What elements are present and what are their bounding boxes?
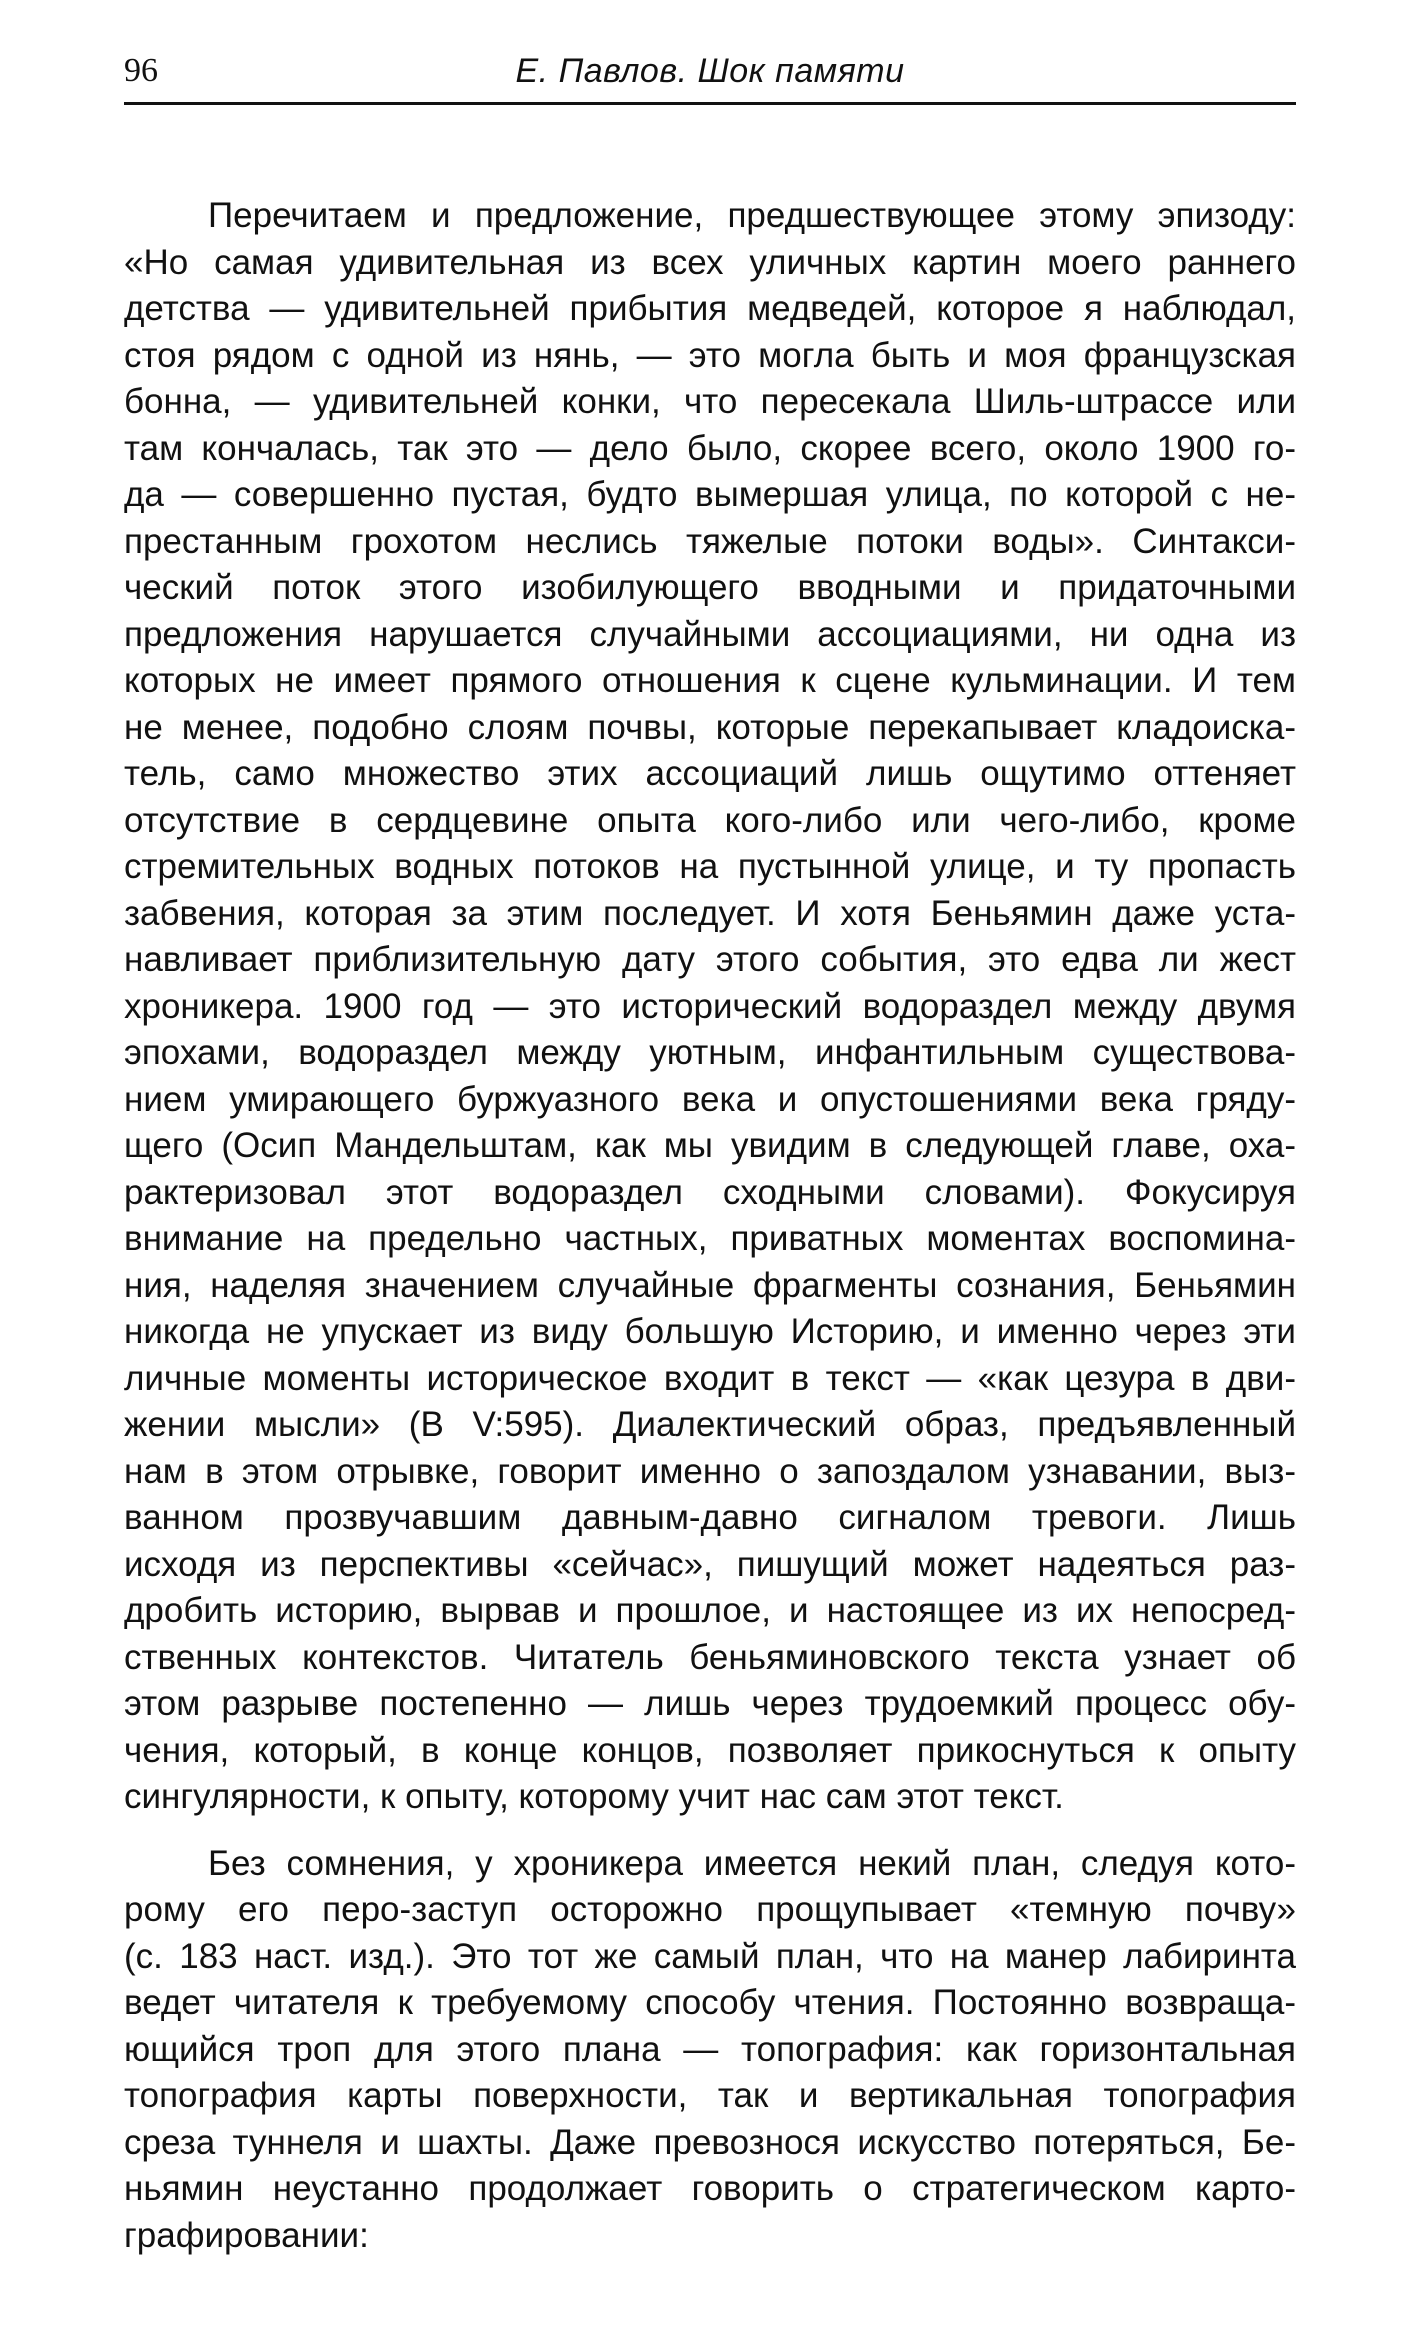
- text-line: бонна, — удивительней конки, что пересекала Шиль-штрассе или: [124, 382, 1296, 421]
- text-line: личные моменты историческое входит в текст — «как цезура в дви-: [124, 1358, 1296, 1398]
- text-line: ственных контекстов. Читатель беньяминовского текста узнает об: [124, 1637, 1296, 1677]
- text-line: не менее, подобно слоям почвы, которые перекапывает кладоиска-: [124, 707, 1296, 747]
- text-line: никогда не упускает из виду большую Историю, и именно через эти: [124, 1312, 1296, 1351]
- text-line: детства — удивительней прибытия медведей, которое я наблюдал,: [124, 289, 1296, 328]
- text-line: нием умирающего буржуазного века и опустошениями века гряду-: [124, 1079, 1296, 1119]
- text-line: топография карты поверхности, так и вертикальная топография: [124, 2076, 1296, 2115]
- text-line: ведет читателя к требуемому способу чтения. Постоянно возвраща-: [124, 1983, 1296, 2022]
- text-line: этом разрыве постепенно — лишь через трудоемкий процесс обу-: [124, 1684, 1296, 1723]
- text-line: ния, наделяя значением случайные фрагменты сознания, Беньямин: [124, 1265, 1296, 1305]
- text-line: хроникера. 1900 год — это исторический водораздел между двумя: [124, 986, 1296, 1026]
- text-line: ванном прозвучавшим давным-давно сигналом тревоги. Лишь: [124, 1498, 1296, 1537]
- text-line: внимание на предельно частных, приватных моментах воспомина-: [124, 1219, 1296, 1258]
- text-line: да — совершенно пустая, будто вымершая улица, по которой с не-: [124, 475, 1296, 514]
- running-head: [124, 48, 1296, 105]
- text-line: исходя из перспективы «сейчас», пишущий может надеяться раз-: [124, 1544, 1296, 1584]
- text-line: эпохами, водораздел между уютным, инфантильным существова-: [124, 1033, 1296, 1072]
- text-line: графировании:: [124, 2215, 369, 2255]
- text-line: тель, само множество этих ассоциаций лишь ощутимо оттеняет: [124, 754, 1296, 793]
- text-line: дробить историю, вырвав и прошлое, и настоящее из их непосред-: [124, 1591, 1296, 1630]
- text-line: отсутствие в сердцевине опыта кого-либо или чего-либо, кроме: [124, 800, 1296, 840]
- text-line: предложения нарушается случайными ассоциациями, ни одна из: [124, 614, 1296, 654]
- text-line: ческий поток этого изобилующего вводными и придаточными: [124, 568, 1296, 607]
- text-line: нам в этом отрывке, говорит именно о запоздалом узнавании, выз-: [124, 1451, 1296, 1491]
- text-line: стремительных водных потоков на пустынной улице, и ту пропасть: [124, 847, 1296, 886]
- text-line: навливает приблизительную дату этого события, это едва ли жест: [124, 940, 1296, 979]
- text-line: «Но самая удивительная из всех уличных картин моего раннего: [124, 242, 1296, 282]
- body-text: [124, 193, 1296, 2259]
- text-line: жении мысли» (В V:595). Диалектический образ, предъявленный: [124, 1405, 1296, 1444]
- text-line: там кончалась, так это — дело было, скорее всего, около 1900 го-: [124, 428, 1296, 468]
- text-line: ющийся троп для этого плана — топография: как горизонтальная: [124, 2029, 1296, 2069]
- text-line: среза туннеля и шахты. Даже превознося искусство потеряться, Бе-: [124, 2122, 1296, 2162]
- text-line: престанным грохотом неслись тяжелые потоки воды». Синтакси-: [124, 521, 1296, 561]
- text-line: чения, который, в конце концов, позволяет прикоснуться к опыту: [124, 1730, 1296, 1770]
- running-title: Е. Павлов. Шок памяти: [515, 52, 905, 90]
- text-line: ньямин неустанно продолжает говорить о стратегическом карто-: [124, 2169, 1296, 2208]
- text-line: забвения, которая за этим последует. И хотя Беньямин даже уста-: [124, 893, 1296, 933]
- text-line: Перечитаем и предложение, предшествующее этому эпизоду:: [208, 196, 1296, 235]
- text-line: которых не имеет прямого отношения к сцене кульминации. И тем: [124, 661, 1296, 700]
- text-line: щего (Осип Мандельштам, как мы увидим в следующей главе, оха-: [124, 1126, 1296, 1165]
- text-line: рому его перо-заступ осторожно прощупывает «темную почву»: [124, 1890, 1296, 1929]
- paragraph-2: [124, 1841, 1296, 2260]
- text-line: Без сомнения, у хроникера имеется некий план, следуя кото-: [208, 1843, 1296, 1883]
- text-line: (с. 183 наст. изд.). Это тот же самый план, что на манер лабиринта: [124, 1936, 1296, 1976]
- page-number: 96: [124, 52, 158, 89]
- book-page: [124, 48, 1296, 2259]
- paragraph-1: [124, 193, 1296, 1821]
- text-line: стоя рядом с одной из нянь, — это могла быть и моя французская: [124, 335, 1296, 375]
- text-line: сингулярности, к опыту, которому учит нас сам этот текст.: [124, 1777, 1064, 1816]
- text-line: рактеризовал этот водораздел сходными словами). Фокусируя: [124, 1172, 1296, 1212]
